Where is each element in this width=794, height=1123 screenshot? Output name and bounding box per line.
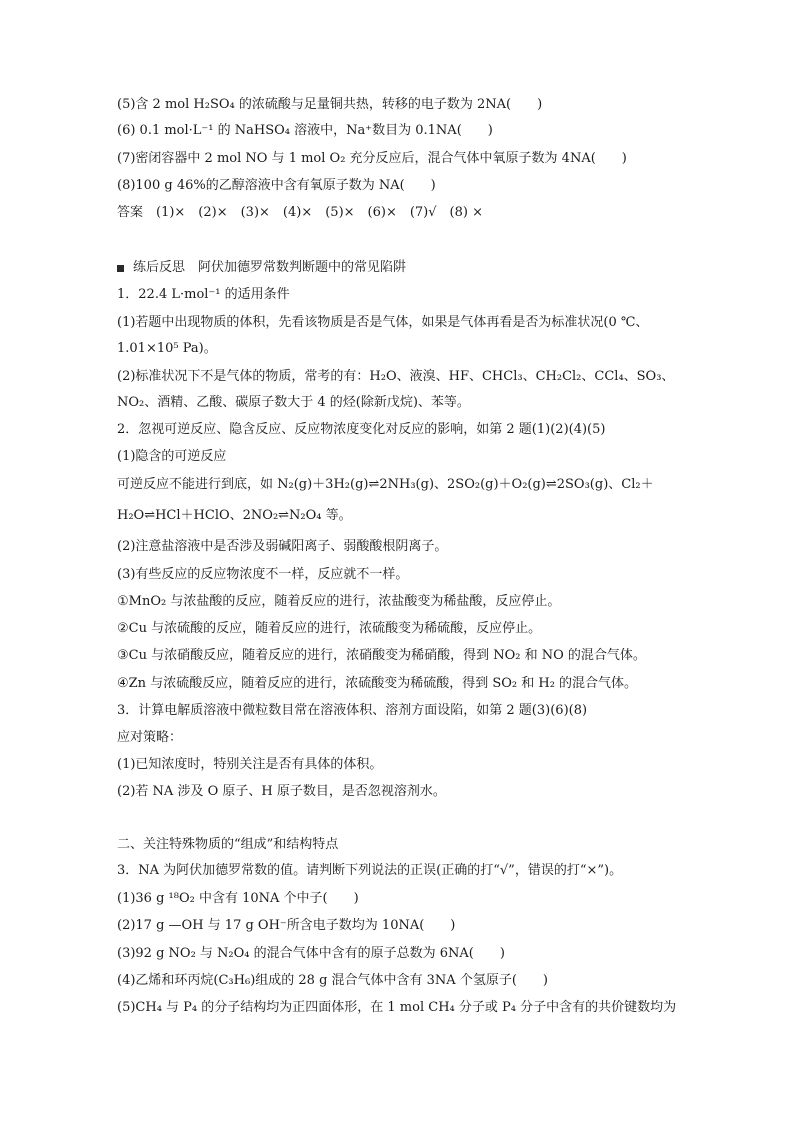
answer-line: 答案 (1)× (2)× (3)× (4)× (5)× (6)× (7)√ (8) × xyxy=(117,205,483,220)
question-3-item-3: (3)92 g NO₂ 与 N₂O₄ 的混合气体中含有的原子总数为 6NA( ) xyxy=(117,946,505,961)
reflection-heading-text: 练后反思 阿伏加德罗常数判断题中的常见陷阱 xyxy=(133,260,407,275)
text-line: ③Cu 与浓硝酸反应，随着反应的进行，浓硝酸变为稀硝酸，得到 NO₂ 和 NO 的混合气体。 xyxy=(117,648,646,663)
trap-3-heading: 3．计算电解质溶液中微粒数目常在溶液体积、溶剂方面设陷，如第 2 题(3)(6)(8) xyxy=(117,703,588,718)
text-line: (1)隐含的可逆反应 xyxy=(117,449,227,464)
question-item-6: (6) 0.1 mol·L⁻¹ 的 NaHSO₄ 溶液中，Na⁺数目为 0.1NA( ) xyxy=(117,123,493,138)
text-line: (2)标准状况下不是气体的物质，常考的有：H₂O、液溴、HF、CHCl₃、CH₂Cl₂、CCl₄、SO₃、 xyxy=(117,369,675,384)
question-3-item-2: (2)17 g —OH 与 17 g OH⁻所含电子数均为 10NA( ) xyxy=(117,918,456,933)
text-line: (2)若 NA 涉及 O 原子、H 原子数目，是否忽视溶剂水。 xyxy=(117,784,446,799)
text-line: (2)注意盐溶液中是否涉及弱碱阳离子、弱酸酸根阴离子。 xyxy=(117,539,448,554)
question-3-item-4: (4)乙烯和环丙烷(C₃H₆)组成的 28 g 混合气体中含有 3NA 个氢原子( ) xyxy=(117,973,548,988)
square-bullet-icon xyxy=(117,265,124,272)
text-line: ②Cu 与浓硫酸的反应，随着反应的进行，浓硫酸变为稀硫酸，反应停止。 xyxy=(117,621,542,636)
question-item-5: (5)含 2 mol H₂SO₄ 的浓硫酸与足量铜共热，转移的电子数为 2NA( ) xyxy=(117,97,543,112)
question-3-item-5: (5)CH₄ 与 P₄ 的分子结构均为正四面体形，在 1 mol CH₄ 分子或 P₄ 分子中含有的共价键数均为 xyxy=(117,1000,677,1015)
text-line: NO₂、酒精、乙酸、碳原子数大于 4 的烃(除新戊烷)、苯等。 xyxy=(117,395,470,410)
text-line: (1)已知浓度时，特别关注是否有具体的体积。 xyxy=(117,757,383,772)
question-item-7: (7)密闭容器中 2 mol NO 与 1 mol O₂ 充分反应后，混合气体中氧原子数为 4NA( ) xyxy=(117,151,627,166)
text-line: (1)若题中出现物质的体积，先看该物质是否是气体，如果是气体再看是否为标准状况(0 ℃、 xyxy=(117,315,649,330)
reflection-heading xyxy=(117,258,687,278)
question-item-8: (8)100 g 46%的乙醇溶液中含有氧原子数为 NA( ) xyxy=(117,178,436,193)
text-line: ④Zn 与浓硫酸反应，随着反应的进行，浓硫酸变为稀硫酸，得到 SO₂ 和 H₂ 的混合气体。 xyxy=(117,676,638,691)
section-2-heading: 二、关注特殊物质的“组成”和结构特点 xyxy=(117,837,339,852)
text-line: 可逆反应不能进行到底，如 N₂(g)＋3H₂(g)⇌2NH₃(g)、2SO₂(g)＋O₂(g)⇌2SO₃(g)、Cl₂＋ xyxy=(117,477,654,492)
text-line: ①MnO₂ 与浓盐酸的反应，随着反应的进行，浓盐酸变为稀盐酸，反应停止。 xyxy=(117,594,561,609)
text-line: H₂O⇌HCl＋HClO、2NO₂⇌N₂O₄ 等。 xyxy=(117,508,352,523)
text-line: (3)有些反应的反应物浓度不一样，反应就不一样。 xyxy=(117,567,409,582)
trap-2-heading: 2．忽视可逆反应、隐含反应、反应物浓度变化对反应的影响，如第 2 题(1)(2)(4)(5) xyxy=(117,422,606,437)
trap-1-heading: 1．22.4 L·mol⁻¹ 的适用条件 xyxy=(117,287,290,302)
text-line: 1.01×10⁵ Pa)。 xyxy=(117,341,217,356)
question-3-item-1: (1)36 g ¹⁸O₂ 中含有 10NA 个中子( ) xyxy=(117,891,359,906)
question-3-stem: 3．NA 为阿伏加德罗常数的值。请判断下列说法的正误(正确的打“√”，错误的打“×”)。 xyxy=(117,863,623,878)
text-line: 应对策略： xyxy=(117,730,183,745)
